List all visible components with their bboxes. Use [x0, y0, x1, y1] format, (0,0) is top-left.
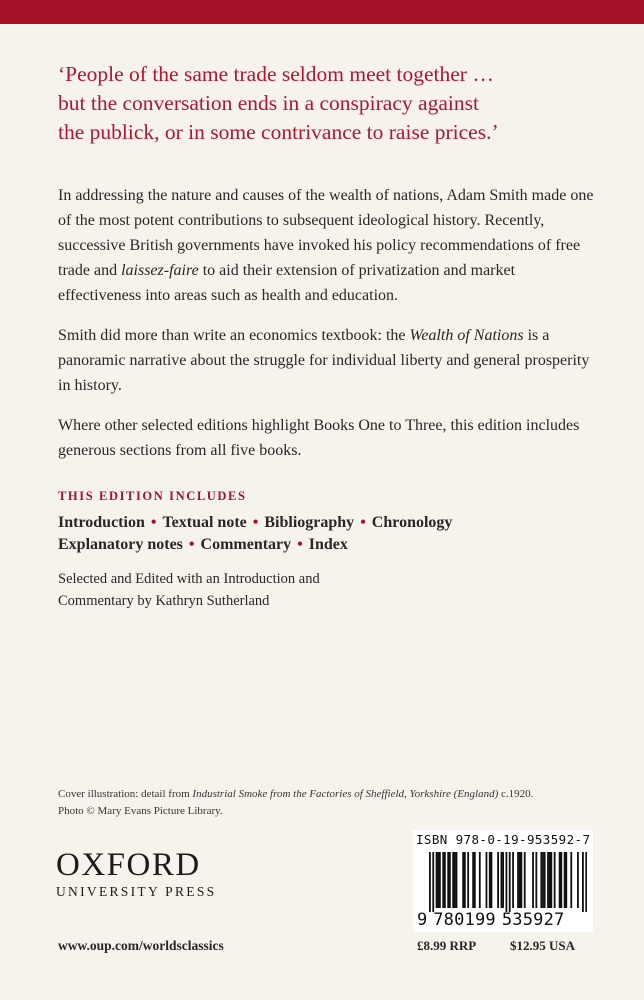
barcode-bar	[517, 852, 519, 908]
barcode-bar	[582, 852, 584, 912]
credit-prefix: Cover illustration: detail from	[58, 788, 193, 800]
publisher-name: OXFORD	[56, 847, 201, 883]
top-color-band	[0, 0, 644, 24]
barcode-bar	[452, 852, 454, 908]
barcode-bar	[519, 852, 521, 908]
include-item: Index	[308, 536, 348, 553]
barcode-bar	[535, 852, 537, 908]
barcode-bar	[524, 852, 526, 908]
barcode-bar	[456, 852, 458, 908]
barcode-bar	[520, 852, 522, 908]
ean-digits	[417, 910, 564, 930]
barcode-bar	[554, 852, 556, 908]
barcode-bar	[489, 852, 491, 908]
back-cover-content	[58, 60, 598, 612]
barcode-bar	[540, 852, 542, 908]
quote-line-3: the publick, or in some contrivance to raise prices.’	[58, 120, 499, 144]
barcode-bar	[462, 852, 464, 908]
ean-first-digit: 9	[417, 910, 428, 930]
barcode-bar	[585, 852, 587, 912]
barcode-bar	[449, 852, 451, 908]
quote-line-1: ‘People of the same trade seldom meet together …	[58, 62, 494, 86]
p1-text-b: to aid their extension of privatization and market effectiveness into areas such as health and education.	[58, 262, 516, 304]
bullet-separator: •	[360, 514, 366, 531]
barcode-bars	[429, 852, 587, 912]
pull-quote	[58, 60, 598, 147]
edition-includes-heading: THIS EDITION INCLUDES	[58, 489, 247, 503]
barcode-bar	[447, 852, 449, 908]
barcode-bar	[564, 852, 566, 908]
barcode-bar	[437, 852, 439, 908]
p1-italic: laissez-faire	[121, 262, 199, 279]
description-paragraph-2	[58, 323, 598, 398]
barcode-bar	[464, 852, 466, 908]
edition-includes-list	[58, 512, 518, 556]
credit-artwork-title: Industrial Smoke from the Factories of Sheffield, Yorkshire (England)	[192, 788, 499, 800]
barcode-bar	[479, 852, 481, 908]
include-item: Textual note	[162, 514, 247, 531]
barcode-bar	[439, 852, 441, 908]
barcode-bar	[474, 852, 476, 908]
cover-illustration-credit	[58, 786, 578, 820]
description-paragraph-3: Where other selected editions highlight Books One to Three, this edition includes generous sections from all five books.	[58, 417, 580, 459]
barcode-bar	[502, 852, 504, 908]
credit-suffix: c.1920.	[498, 788, 534, 800]
barcode-bar	[501, 852, 503, 908]
include-item: Explanatory notes	[58, 536, 183, 553]
price-usd: $12.95 USA	[510, 938, 576, 953]
barcode-bar	[570, 852, 572, 908]
barcode-bar	[486, 852, 488, 908]
p2-italic: Wealth of Nations	[409, 327, 524, 344]
barcode-bar	[532, 852, 534, 908]
barcode-bar	[442, 852, 444, 908]
barcode-bar	[467, 852, 469, 908]
include-item: Commentary	[200, 536, 292, 553]
barcode-bar	[550, 852, 552, 908]
bullet-separator: •	[188, 536, 195, 553]
barcode-bar	[512, 852, 514, 908]
publisher-logo	[56, 848, 216, 900]
barcode-bar	[542, 852, 544, 908]
barcode-bar	[547, 852, 549, 908]
quote-line-2: but the conversation ends in a conspiracy against	[58, 91, 479, 115]
ean-group-1: 780199	[433, 910, 496, 930]
p2-text-b: is a panoramic narrative about the struggle for individual liberty and general prosperity in history.	[58, 327, 590, 394]
barcode-bar	[432, 852, 434, 912]
publisher-subtitle: UNIVERSITY PRESS	[56, 884, 217, 899]
price-gbp: £8.99 RRP	[417, 938, 477, 953]
include-item: Introduction	[58, 514, 145, 531]
barcode-bar	[497, 852, 499, 908]
barcode-bar	[565, 852, 567, 908]
include-item: Bibliography	[264, 514, 355, 531]
barcode-bar	[577, 852, 579, 908]
barcode-bar	[559, 852, 561, 908]
barcode-bar	[444, 852, 446, 908]
p1-text-a: In addressing the nature and causes of the wealth of nations, Adam Smith made one of the most potent contributions to subsequent ideological history. Recently, successive British governments have invoked his policy recommendations of free trade and	[58, 187, 594, 279]
barcode-bar	[506, 852, 508, 912]
include-item: Chronology	[371, 514, 453, 531]
barcode-bar	[429, 852, 431, 912]
photo-credit: Photo © Mary Evans Picture Library.	[58, 805, 223, 817]
barcode-bar	[560, 852, 562, 908]
barcode-bar	[454, 852, 456, 908]
barcode-bar	[491, 852, 493, 908]
editor-credit: Selected and Edited with an Introduction and Commentary by Kathryn Sutherland	[58, 571, 320, 609]
barcode-bar	[472, 852, 474, 908]
barcode-bar	[549, 852, 551, 908]
p2-text-a: Smith did more than write an economics textbook: the	[58, 327, 410, 344]
barcode-bar	[544, 852, 546, 908]
isbn-barcode	[413, 830, 593, 932]
isbn-text: ISBN 978-0-19-953592-7	[416, 832, 591, 847]
barcode-bar	[509, 852, 511, 912]
barcode-bar	[436, 852, 438, 908]
publisher-url[interactable]: www.oup.com/worldsclassics	[58, 938, 224, 953]
description-paragraph-1	[58, 183, 598, 308]
bullet-separator: •	[252, 514, 259, 531]
ean-group-2: 535927	[501, 910, 565, 930]
bullet-separator: •	[150, 514, 157, 531]
bullet-separator: •	[297, 536, 303, 553]
